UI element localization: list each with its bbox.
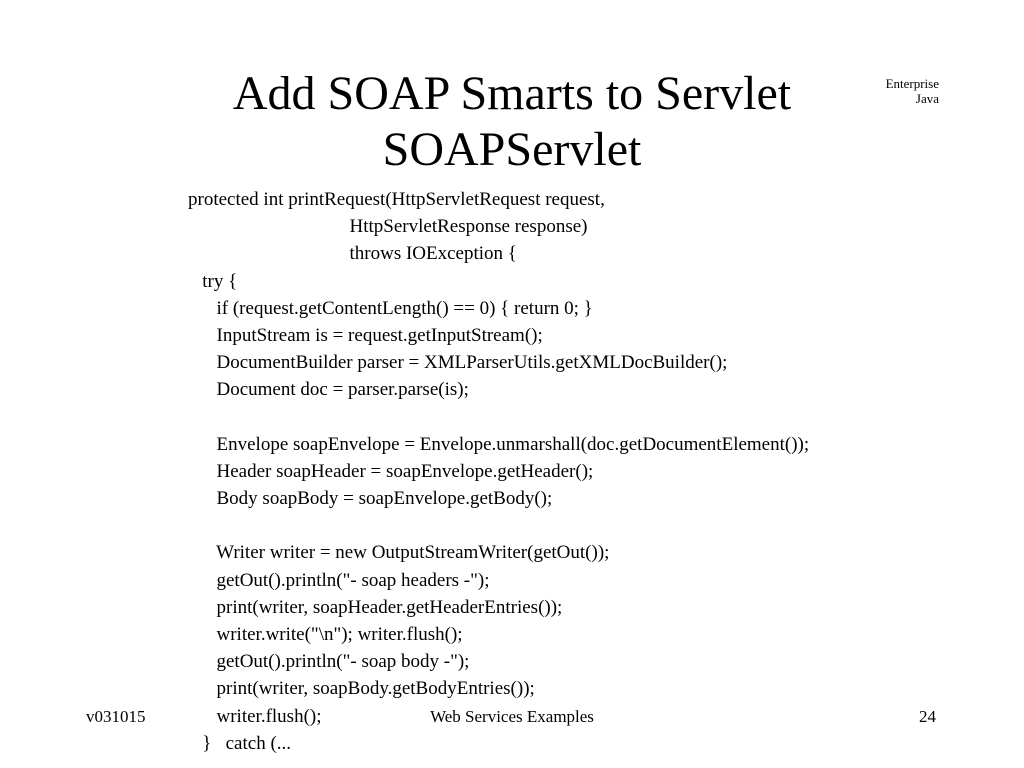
code-line: Writer writer = new OutputStreamWriter(getOut()); <box>188 542 610 564</box>
code-line: Envelope soapEnvelope = Envelope.unmarshall(doc.getDocumentElement()); <box>188 433 810 455</box>
code-line: Document doc = parser.parse(is); <box>188 379 469 401</box>
code-line: } catch (... <box>188 732 292 754</box>
code-line: writer.write("\n"); writer.flush(); <box>188 624 463 645</box>
code-line: HttpServletResponse response) <box>188 216 588 238</box>
code-line: Body soapBody = soapEnvelope.getBody(); <box>188 488 553 510</box>
code-line: getOut().println("- soap headers -"); <box>188 569 490 591</box>
code-line: protected int printRequest(HttpServletRequest request, <box>188 189 605 210</box>
course-label-line-2: Java <box>915 91 939 106</box>
code-line: InputStream is = request.getInputStream(); <box>188 324 543 346</box>
code-line: try { <box>188 270 238 292</box>
page-number: 24 <box>919 707 936 726</box>
footer-title: Web Services Examples <box>430 707 594 726</box>
code-block <box>188 186 809 757</box>
code-line <box>188 404 809 431</box>
code-line: DocumentBuilder parser = XMLParserUtils.getXMLDocBuilder(); <box>188 352 728 374</box>
code-line: getOut().println("- soap body -"); <box>188 651 470 673</box>
slide-title <box>112 66 912 178</box>
code-line: if (request.getContentLength() == 0) { return 0; } <box>188 297 593 319</box>
slide-title-line-2: SOAPServlet <box>382 123 642 176</box>
course-label <box>886 76 939 106</box>
code-line: Header soapHeader = soapEnvelope.getHeader(); <box>188 460 594 482</box>
code-line: print(writer, soapHeader.getHeaderEntries()); <box>188 596 563 618</box>
code-line: throws IOException { <box>188 243 517 265</box>
footer-version: v031015 <box>86 707 146 726</box>
code-line: print(writer, soapBody.getBodyEntries()); <box>188 678 535 700</box>
code-line: writer.flush(); <box>188 705 322 727</box>
course-label-line-1: Enterprise <box>885 76 939 91</box>
slide-title-line-1: Add SOAP Smarts to Servlet <box>232 67 792 120</box>
code-line <box>188 512 809 539</box>
